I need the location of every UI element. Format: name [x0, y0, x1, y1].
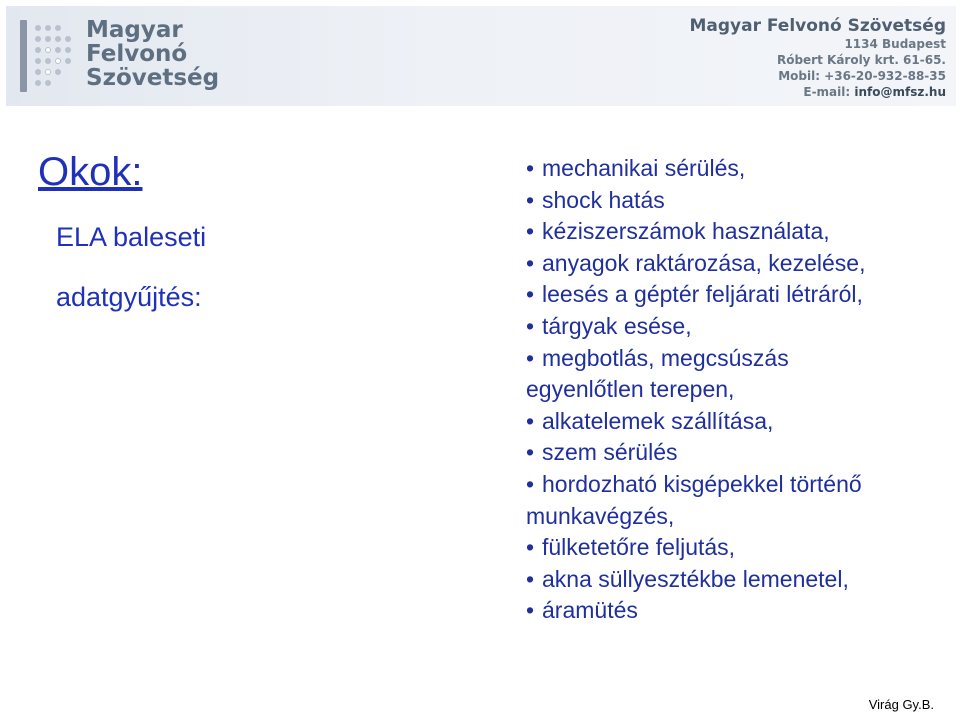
- list-item: • shock hatás: [526, 185, 946, 217]
- logo-line: Szövetség: [86, 65, 220, 91]
- subtitle-line: adatgyűjtés:: [56, 282, 202, 312]
- email-line: [689, 84, 946, 100]
- list-item: • fülketetőre feljutás,: [526, 532, 946, 564]
- list-item-continuation: egyenlőtlen terepen,: [526, 376, 735, 403]
- list-item: • kéziszerszámok használata,: [526, 216, 946, 248]
- list-item: • alkatelemek szállítása,: [526, 406, 946, 438]
- list-item: • leesés a géptér feljárati létráról,: [526, 279, 946, 311]
- organization-contact: [689, 16, 946, 100]
- author-credit: Virág Gy.B.: [868, 697, 934, 712]
- email-label: E-mail:: [803, 85, 851, 99]
- address-line: 1134 Budapest: [844, 37, 946, 51]
- header-banner: [6, 6, 956, 106]
- logo-line: Felvonó: [86, 41, 188, 67]
- list-item: • anyagok raktározása, kezelése,: [526, 248, 946, 280]
- address-line: Róbert Károly krt. 61-65.: [776, 53, 946, 67]
- list-item: • áramütés: [526, 595, 946, 627]
- list-item: • megbotlás, megcsúszás: [526, 343, 946, 375]
- list-item: • hordozható kisgépekkel történő: [526, 469, 946, 501]
- subtitle-line: ELA baleseti: [56, 222, 207, 252]
- logo-wordmark: [86, 18, 219, 90]
- list-item: • akna süllyesztékbe lemenetel,: [526, 564, 946, 596]
- list-item-continuation: munkavégzés,: [526, 502, 675, 529]
- organization-name: Magyar Felvonó Szövetség: [689, 16, 946, 36]
- logo-line: Magyar: [86, 17, 183, 43]
- list-item: • mechanikai sérülés,: [526, 153, 946, 185]
- mobile-number: Mobil: +36-20-932-88-35: [778, 69, 946, 83]
- list-item: • tárgyak esése,: [526, 311, 946, 343]
- email-address: info@mfsz.hu: [854, 85, 946, 99]
- elevator-logo-icon: [18, 16, 74, 96]
- cause-list: [526, 153, 946, 627]
- list-item: • szem sérülés: [526, 437, 946, 469]
- page-title: Okok:: [38, 150, 143, 194]
